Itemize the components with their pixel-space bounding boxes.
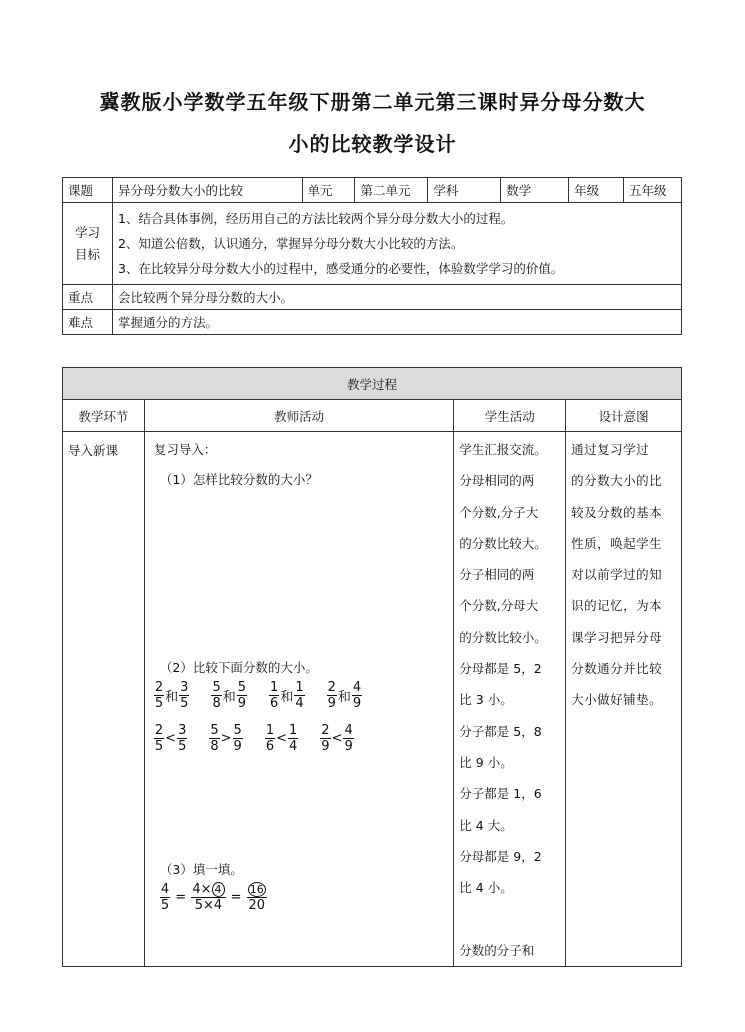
fraction	[154, 723, 164, 754]
student-activity-line: 分母都是 5，2	[459, 661, 542, 677]
fraction-numerator	[191, 882, 225, 898]
fill-rhs-fraction	[247, 882, 267, 913]
fraction	[320, 723, 330, 754]
fraction-denominator: 9	[321, 739, 330, 754]
design-intent-cell	[566, 432, 682, 967]
fraction	[179, 680, 189, 711]
key-point-label: 重点	[63, 285, 113, 310]
fraction	[237, 680, 247, 711]
document-title-line-1: 冀教版小学数学五年级下册第二单元第三课时异分母分数大	[99, 90, 646, 114]
fraction	[209, 723, 219, 754]
objectives-label-line-2: 目标	[74, 246, 100, 262]
fraction-denominator: 8	[212, 696, 221, 711]
student-activity-line: 个分数,分子大	[459, 504, 539, 520]
topic-value: 异分母分数大小的比较	[112, 178, 302, 203]
subject-value: 数学	[501, 178, 569, 203]
student-activity-line: 比 4 小。	[459, 880, 513, 896]
design-intent-list	[571, 432, 676, 716]
teaching-process-table	[62, 367, 682, 967]
difficulty-value: 掌握通分的方法。	[112, 310, 681, 335]
numerator-prefix: 4×	[192, 882, 212, 897]
fill-blank-circle: 4	[212, 882, 225, 897]
review-intro: 复习导入：	[153, 442, 217, 457]
fill-blank-circle: 16	[249, 883, 264, 896]
student-activity-line: 分子都是 1，6	[459, 786, 542, 802]
fraction-denominator: 6	[265, 739, 275, 754]
unit-label: 单元	[302, 178, 355, 203]
fraction-denominator: 20	[248, 898, 265, 913]
stage-cell	[63, 432, 145, 967]
fraction-denominator: 9	[344, 739, 353, 754]
teacher-activity-cell	[144, 432, 453, 967]
comparison-symbol: <	[165, 731, 177, 746]
subject-label: 学科	[428, 178, 501, 203]
fraction-pair	[327, 680, 363, 711]
equals-sign: =	[175, 890, 187, 905]
fraction-denominator: 5	[154, 739, 164, 754]
key-point-value: 会比较两个异分母分数的大小。	[112, 285, 681, 310]
fraction-numerator: 1	[265, 723, 275, 738]
design-intent-line: 较及分数的基本	[571, 504, 663, 520]
objective-item: 1、结合具体事例，经历用自己的方法比较两个异分母分数大小的过程。	[117, 211, 514, 226]
student-activity-line: 分子相同的两	[459, 567, 535, 583]
fraction-pair	[154, 680, 190, 711]
fraction-numerator: 1	[295, 680, 304, 695]
fill-in-equation	[160, 882, 267, 913]
fraction	[327, 680, 337, 711]
comparison-symbol: 和	[280, 690, 294, 705]
student-activity-line	[459, 903, 560, 934]
student-activity-line: 个分数,分母大	[459, 598, 539, 614]
col-teacher-header: 教师活动	[144, 400, 453, 432]
student-activity-line: 分母都是 9，2	[459, 848, 542, 864]
fraction	[233, 723, 243, 754]
fraction-comparison	[320, 723, 353, 754]
fraction	[343, 723, 353, 754]
comparison-symbol: >	[220, 731, 232, 746]
fraction	[288, 723, 298, 754]
equals-sign: =	[230, 890, 242, 905]
document-title-line-2: 小的比较教学设计	[288, 132, 457, 156]
fraction-denominator: 8	[210, 739, 219, 754]
student-activity-line: 比 4 大。	[459, 817, 513, 833]
fraction-denominator: 9	[233, 739, 242, 754]
design-intent-line: 课学习把异分母	[571, 629, 663, 645]
student-activity-line: 分数的分子和	[459, 942, 535, 958]
fraction-denominator: 9	[352, 696, 362, 711]
fraction-comparison	[265, 723, 298, 754]
comparison-symbol: 和	[165, 690, 179, 705]
fraction-numerator: 4	[352, 680, 362, 695]
fraction	[177, 723, 187, 754]
fraction-pair	[269, 680, 305, 711]
fraction-numerator: 1	[289, 723, 298, 738]
question-3: （3）填一填。	[159, 862, 243, 877]
student-activity-cell	[454, 432, 566, 967]
fraction-numerator: 4	[160, 882, 170, 897]
fraction	[294, 680, 304, 711]
design-intent-line: 大小做好铺垫。	[571, 692, 663, 708]
difficulty-label: 难点	[63, 310, 113, 335]
fraction-numerator: 5	[237, 680, 247, 695]
fraction-numerator: 5	[212, 680, 221, 695]
design-intent-line: 分数通分并比较	[571, 661, 663, 677]
grade-value: 五年级	[624, 178, 682, 203]
student-activity-line: 比 9 小。	[459, 754, 513, 770]
fraction-denominator: 5	[180, 696, 189, 711]
fraction-denominator: 5	[154, 696, 164, 711]
comparison-symbol: 和	[337, 690, 351, 705]
fraction-numerator: 4	[344, 723, 353, 738]
objective-item: 3、在比较异分母分数大小的过程中，感受通分的必要性，体验数学学习的价值。	[117, 261, 564, 276]
lesson-info-table	[62, 177, 682, 335]
fraction	[269, 680, 279, 711]
fraction	[154, 680, 164, 711]
fraction-numerator	[247, 882, 267, 898]
student-activity-line: 分子都是 5，8	[459, 723, 542, 739]
student-activity-line: 的分数比较大。	[459, 535, 547, 551]
fill-lhs-fraction	[160, 882, 170, 913]
objective-item: 2、知道公倍数，认识通分，掌握异分母分数大小比较的方法。	[117, 236, 464, 251]
topic-label: 课题	[63, 178, 113, 203]
design-intent-line: 识的记忆，为本	[571, 598, 663, 614]
objectives-label	[63, 203, 113, 285]
student-activity-line: 的分数比较小。	[459, 629, 547, 645]
fraction-numerator: 1	[270, 680, 279, 695]
student-activity-list	[459, 432, 560, 966]
col-intent-header: 设计意图	[566, 400, 682, 432]
fill-mid-fraction	[191, 882, 225, 913]
fraction-numerator: 5	[233, 723, 242, 738]
col-stage-header: 教学环节	[63, 400, 145, 432]
fraction-numerator: 3	[180, 680, 189, 695]
comparison-symbol: <	[331, 731, 343, 746]
fraction-comparison	[209, 723, 242, 754]
fraction-denominator: 6	[270, 696, 279, 711]
unit-value: 第二单元	[355, 178, 428, 203]
fraction	[352, 680, 362, 711]
design-intent-line: 性质，唤起学生	[571, 535, 663, 551]
fraction-pair	[211, 680, 247, 711]
grade-label: 年级	[569, 178, 624, 203]
design-intent-line: 的分数大小的比	[571, 473, 663, 489]
fraction-numerator: 2	[327, 680, 336, 695]
student-activity-line: 学生汇报交流。	[459, 442, 547, 457]
fraction-denominator: 5	[160, 898, 170, 913]
process-header: 教学过程	[63, 368, 682, 400]
objectives-label-line-1: 学习	[74, 224, 100, 240]
design-intent-line: 通过复习学过	[571, 442, 650, 457]
question-2: （2）比较下面分数的大小。	[159, 660, 318, 675]
fraction-denominator: 4	[295, 696, 304, 711]
fraction-comparison	[154, 723, 187, 754]
fraction-denominator: 5	[178, 739, 187, 754]
fraction-numerator: 2	[321, 723, 330, 738]
fraction-numerator: 3	[178, 723, 187, 738]
fraction	[265, 723, 275, 754]
fraction-numerator: 2	[154, 723, 164, 738]
col-student-header: 学生活动	[454, 400, 566, 432]
design-intent-line: 对以前学过的知	[571, 567, 663, 583]
comparison-symbol: 和	[222, 690, 236, 705]
fraction-pairs-row	[154, 680, 384, 711]
fraction-denominator: 4	[289, 739, 298, 754]
fraction-numerator: 2	[154, 680, 164, 695]
stage-label: 导入新课	[68, 443, 119, 458]
student-activity-line: 分母相同的两	[459, 473, 535, 489]
student-activity-line: 比 3 小。	[459, 692, 513, 708]
question-1: （1）怎样比较分数的大小？	[159, 472, 318, 487]
fraction-numerator: 5	[210, 723, 219, 738]
comparison-symbol: <	[276, 731, 287, 746]
fraction-denominator: 9	[327, 696, 336, 711]
objectives-list	[112, 203, 681, 285]
fraction-answers-row	[154, 723, 376, 754]
fraction-denominator: 9	[237, 696, 247, 711]
fraction	[211, 680, 221, 711]
fraction-denominator: 5×4	[194, 898, 223, 913]
